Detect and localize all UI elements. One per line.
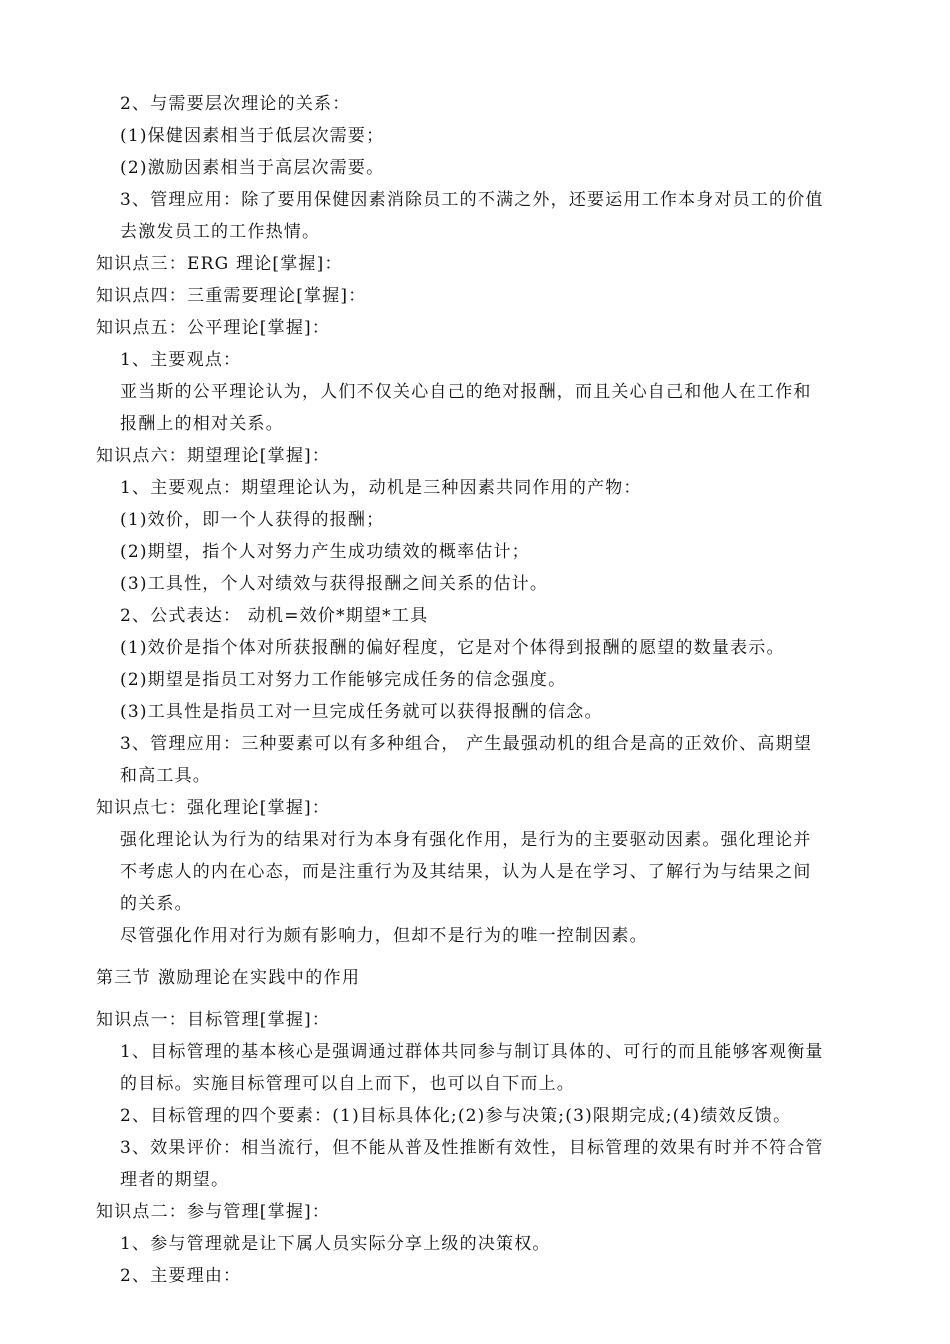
paragraph: 2、主要理由： — [120, 1266, 242, 1286]
knowledge-point-heading: 知识点五：公平理论[掌握]： — [96, 318, 331, 338]
knowledge-point-heading: 知识点四：三重需要理论[掌握]： — [96, 286, 367, 306]
paragraph: 3、管理应用：除了要用保健因素消除员工的不满之外，还要运用工作本身对员工的价值 — [120, 190, 824, 210]
paragraph: 强化理论认为行为的结果对行为本身有强化作用，是行为的主要驱动因素。强化理论并 — [120, 830, 812, 850]
formula-line: 2、公式表达： 动机=效价*期望*工具 — [120, 606, 429, 626]
paragraph-continuation: 理者的期望。 — [120, 1170, 230, 1190]
list-item: (1)保健因素相当于低层次需要； — [120, 126, 385, 146]
knowledge-point-heading: 知识点一：目标管理[掌握]： — [96, 1010, 331, 1030]
list-item: (2)激励因素相当于高层次需要。 — [120, 158, 385, 178]
list-item: (1)效价，即一个人获得的报酬； — [120, 510, 385, 530]
section-heading: 第三节 激励理论在实践中的作用 — [96, 968, 361, 988]
document-page — [0, 88, 950, 1292]
list-item: (2)期望是指员工对努力工作能够完成任务的信念强度。 — [120, 670, 567, 690]
paragraph: 1、目标管理的基本核心是强调通过群体共同参与制订具体的、可行的而且能够客观衡量 — [120, 1042, 824, 1062]
list-item: (3)工具性，个人对绩效与获得报酬之间关系的估计。 — [120, 574, 549, 594]
paragraph-continuation: 和高工具。 — [120, 766, 211, 786]
paragraph: 2、与需要层次理论的关系： — [120, 94, 351, 114]
paragraph: 亚当斯的公平理论认为，人们不仅关心自己的绝对报酬，而且关心自己和他人在工作和 — [120, 382, 812, 402]
knowledge-point-heading: 知识点七：强化理论[掌握]： — [96, 798, 331, 818]
knowledge-point-heading: 知识点六：期望理论[掌握]： — [96, 446, 331, 466]
paragraph: 1、主要观点：期望理论认为，动机是三种因素共同作用的产物： — [120, 478, 642, 498]
knowledge-point-heading: 知识点三：ERG 理论[掌握]： — [96, 254, 343, 274]
paragraph: 2、目标管理的四个要素：(1)目标具体化;(2)参与决策;(3)限期完成;(4)绩效反馈。 — [120, 1106, 792, 1126]
paragraph: 尽管强化作用对行为颇有影响力，但却不是行为的唯一控制因素。 — [120, 926, 648, 946]
list-item: (2)期望，指个人对努力产生成功绩效的概率估计； — [120, 542, 530, 562]
paragraph-continuation: 的目标。实施目标管理可以自上而下，也可以自下而上。 — [120, 1074, 575, 1094]
paragraph-continuation: 去激发员工的工作热情。 — [120, 222, 321, 242]
list-item: (3)工具性是指员工对一旦完成任务就可以获得报酬的信念。 — [120, 702, 603, 722]
paragraph: 3、效果评价：相当流行，但不能从普及性推断有效性，目标管理的效果有时并不符合管 — [120, 1138, 824, 1158]
paragraph-continuation: 不考虑人的内在心态，而是注重行为及其结果，认为人是在学习、了解行为与结果之间 — [120, 862, 812, 882]
paragraph: 1、参与管理就是让下属人员实际分享上级的决策权。 — [120, 1234, 551, 1254]
list-item: (1)效价是指个体对所获报酬的偏好程度，它是对个体得到报酬的愿望的数量表示。 — [120, 638, 785, 658]
paragraph: 1、主要观点： — [120, 350, 242, 370]
paragraph: 3、管理应用：三种要素可以有多种组合， 产生最强动机的组合是高的正效价、高期望 — [120, 734, 813, 754]
paragraph-continuation: 的关系。 — [120, 894, 193, 914]
knowledge-point-heading: 知识点二：参与管理[掌握]： — [96, 1202, 331, 1222]
paragraph-continuation: 报酬上的相对关系。 — [120, 414, 284, 434]
